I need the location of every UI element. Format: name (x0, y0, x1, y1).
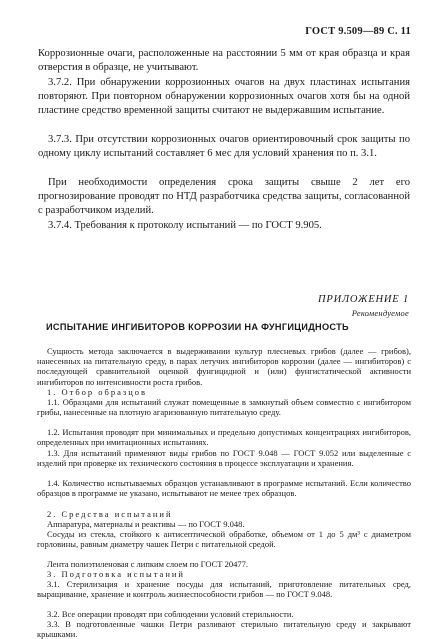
paragraph-3-7-3: 3.7.3. При отсутствии коррозионных очагов ориентировочный срок защиты по одному циклу испытаний составляет 6 мес для условий хранения по п. 3.1. (38, 134, 410, 160)
heading-preparation: 3. Подготовка испытаний (47, 569, 185, 579)
paragraph-corrosion-foci: Коррозионные очаги, расположенные на расстоянии 5 мм от края образца и края отверстия в образце, не учитывают. (38, 48, 410, 74)
clause-3-1: 3.1. Стерилизация и хранение посуды для испытаний, приготовление питательных сред, выращивание, хранение и контроль жизнеспособности грибов — по ГОСТ 9.048. (37, 579, 411, 600)
heading-sampling: 1. Отбор образцов (47, 387, 148, 397)
clause-3-3: 3.3. В подготовленные чашки Петри разливают стерильно питательную среду и закрывают крышками. (37, 619, 411, 639)
paragraph-3-7-2: 3.7.2. При обнаружении коррозионных очагов на двух пластинах испытания повторяют. При повторном обнаружении коррозионных очагов хотя бы на одной пластине средство временной защиты считают не выдержавшим испытание. (38, 77, 410, 117)
paragraph-3-7-4: 3.7.4. Требования к протоколу испытаний — по ГОСТ 9.905. (48, 220, 322, 231)
appendix-status: Рекомендуемое (351, 308, 409, 318)
appendix-label: ПРИЛОЖЕНИЕ 1 (318, 294, 409, 305)
clause-1-4: 1.4. Количество испытываемых образцов устанавливают в программе испытаний. Если количество образцов в программе не указано, испытывают не менее трех образцов. (37, 478, 411, 499)
appendix-label-block (318, 294, 409, 318)
clause-1-3: 1.3. Для испытаний применяют виды грибов по ГОСТ 9.048 — ГОСТ 9.052 или выделенные с изделий при проверке их технического состояния в процессе эксплуатации и хранения. (37, 448, 411, 469)
section-title: ИСПЫТАНИЕ ИНГИБИТОРОВ КОРРОЗИИ НА ФУНГИЦИДНОСТЬ (46, 322, 349, 332)
tape-line: Лента полиэтиленовая с липким слоем по ГОСТ 20477. (47, 559, 248, 569)
paragraph-forecast: При необходимости определения срока защиты свыше 2 лет его прогнозирование проводят по НТД разработчика средства защиты, согласованной с разработчиком изделий. (38, 177, 410, 217)
heading-test-means: 2. Средства испытаний (47, 509, 173, 519)
clause-3-2: 3.2. Все операции проводят при соблюдении условий стерильности. (47, 609, 294, 619)
vessels-paragraph: Сосуды из стекла, стойкого к антисептической обработке, объемом от 1 до 5 дм³ с диаметром горловины, равным диаметру чашек Петри с питательной средой. (37, 529, 411, 550)
intro-paragraph: Сущность метода заключается в выдерживании культур плесневых грибов (далее — грибов), нанесенных на питательную среду, в парах летучих ингибиторов коррозии (далее — ингибиторов) с последующей сравнительной оценкой фунгицидной и (или) фунгистатической активности ингибиторов по интенсивности роста грибов. (37, 346, 411, 387)
clause-1-1: 1.1. Образцами для испытаний служат помещенные в замкнутый объем совместно с ингибитором грибы, нанесенные на плотную агаризованную питательную среду. (37, 397, 411, 418)
clause-1-2: 1.2. Испытания проводят при минимальных и предельно допустимых концентрациях ингибиторов, определенных при имитационных испытаниях. (37, 427, 411, 448)
equipment-line: Аппаратура, материалы и реактивы — по ГОСТ 9.048. (47, 519, 245, 529)
running-head: ГОСТ 9.509—89 С. 11 (305, 26, 411, 37)
